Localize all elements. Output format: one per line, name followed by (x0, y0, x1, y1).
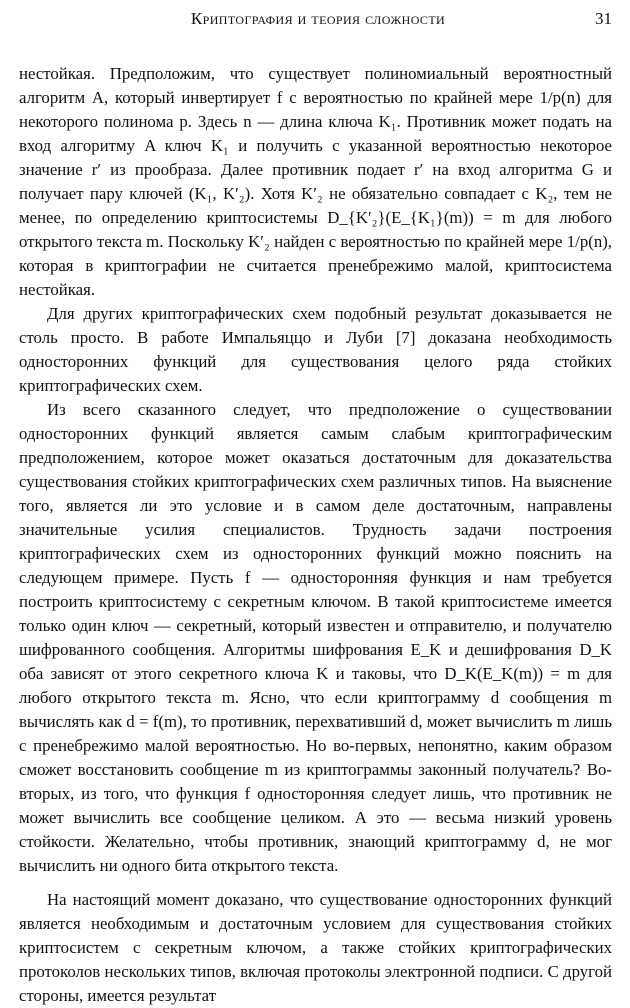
running-title: Криптография и теория сложности (190, 9, 446, 28)
page-number: 31 (595, 9, 612, 28)
paragraph-3: Из всего сказанного следует, что предположение о существовании односторонних функций является самым слабым криптографическим предположением, которое может оказаться достаточным для доказательства существования стойких криптографических схем различных типов. На выяснение того, является ли это условие и в самом деле достаточным, направлены значительные усилия специалистов. Трудность задачи построения криптографических схем из односторонних функций можно пояснить на следующем примере. Пусть f — односторонняя функция и нам требуется построить криптосистему с секретным ключом. В такой криптосистеме имеется только один ключ — секретный, который известен и отправителю, и получателю шифрованного сообщения. Алгоритмы шифрования E_K и дешифрования D_K оба зависят от этого секретного ключа K и таковы, что D_K(E_K(m)) = m для любого открытого текста m. Ясно, что если криптограмму d сообщения m вычислять как d = f(m), то противник, перехвативший d, может вычислить m лишь с пренебрежимо малой вероятностью. Но во-первых, непонятно, каким образом сможет восстановить сообщение m из криптограммы законный получатель? Во-вторых, из того, что функция f односторонняя следует лишь, что противник не может вычислить все сообщение целиком. А это — весьма низкий уровень стойкости. Желательно, чтобы противник, знающий криптограмму d, не мог вычислить ни одного бита открытого текста. (19, 400, 612, 875)
paragraph-4: На настоящий момент доказано, что существование односторонних функций является необходимым и достаточным условием для существования стойких криптосистем с секретным ключом, а также стойких криптографических протоколов нескольких типов, включая протоколы электронной подписи. С другой стороны, имеется результат (19, 890, 612, 1005)
paragraph-2: Для других криптографических схем подобный результат доказывается не столь просто. В работе Импальяццо и Луби [7] доказана необходимость односторонних функций для существования целого ряда стойких криптографических схем. (19, 304, 612, 395)
page-body (19, 62, 612, 1008)
page-header (24, 9, 612, 33)
paragraph-1: нестойкая. Предположим, что существует полиномиальный вероятностный алгоритм A, который инвертирует f с вероятностью по крайней мере 1/p(n) для некоторого полинома p. Здесь n — длина ключа K₁. Противник может подать на вход алгоритму A ключ K₁ и получить с указанной вероятностью некоторое значение r′ из прообраза. Далее противник подает r′ на вход алгоритма G и получает пару ключей (K₁, K′₂). Хотя K′₂ не обязательно совпадает с K₂, тем не менее, по определению криптосистемы D_{K′₂}(E_{K₁}(m)) = m для любого открытого текста m. Поскольку K′₂ найден с вероятностью по крайней мере 1/p(n), которая в криптографии не считается пренебрежимо малой, криптосистема нестойкая. (19, 64, 612, 299)
